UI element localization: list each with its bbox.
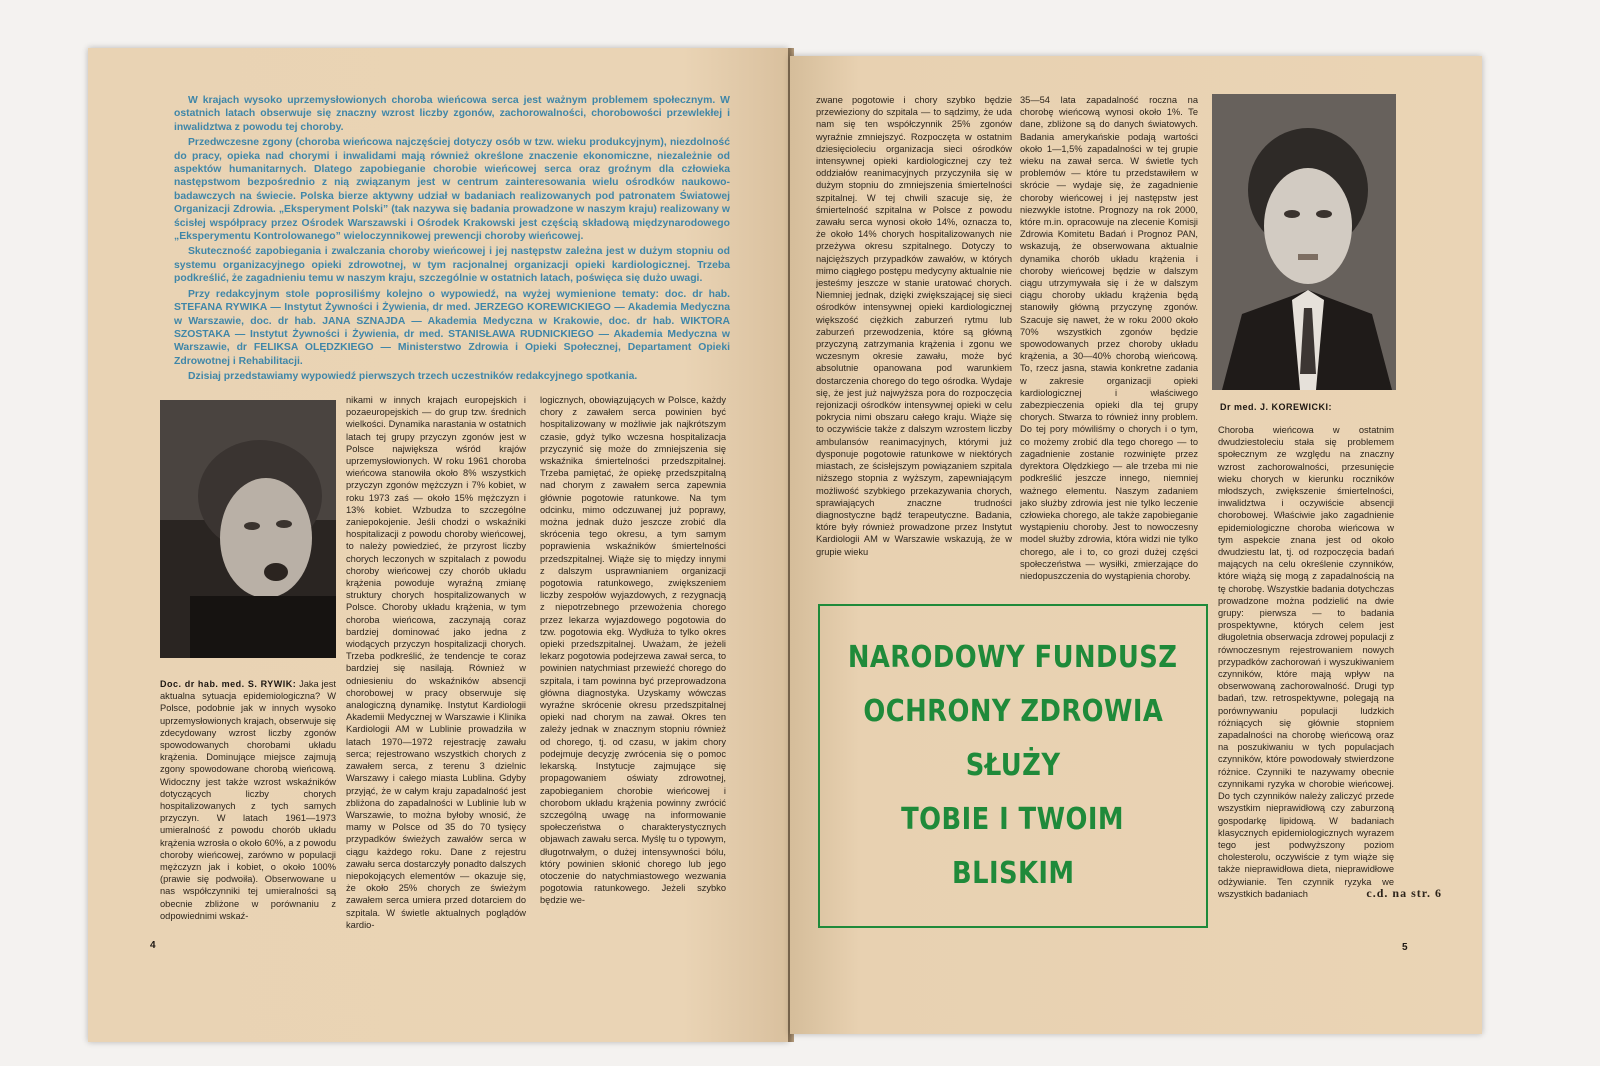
- column-body: Jaka jest aktualna sytuacja epidemiologiczna? W Polsce, podobnie jak w innych wysoko uprzemysłowionych krajach, obserwuje się zdecydowany wzrost liczby zgonów spowodowanych chorobami układu krążenia. Dominujące miejsce zajmują zgony spowodowane chorobą wieńcową. Widoczny jest także wzrost wskaźników dotyczących liczby chorych hospitalizowanych z tych samych przyczyn. W latach 1961—1973 umieralność z powodu chorób układu krążenia wzrosła o około 60%, a z powodu choroby wieńcowej, zarówno w populacji mężczyzn jak i kobiet, o około 100% (prawie się podwoiła). Obserwowane u nas współczynniki tej umieralności są obecnie zbliżone w porównaniu z odpowiednimi wskaź-: [160, 679, 336, 921]
- ad-line: TOBIE I TWOIM: [901, 802, 1125, 837]
- left-column-2: [346, 394, 526, 942]
- left-page: [88, 48, 788, 1042]
- portrait-photo-korewicki: [1212, 94, 1396, 390]
- intro-block: [174, 94, 730, 386]
- portrait-korewicki-image: [1212, 94, 1396, 390]
- ad-line: OCHRONY ZDROWIA: [863, 694, 1163, 729]
- photo-caption-rywik: Doc. dr hab. med. S. RYWIK:: [160, 679, 297, 689]
- right-column-2: [1020, 94, 1198, 590]
- right-column-3: [1218, 424, 1394, 900]
- intro-paragraph: Dzisiaj przedstawiamy wypowiedź pierwszych trzech uczestników redakcyjnego spotkania.: [188, 371, 638, 383]
- ad-line: SŁUŻY: [965, 748, 1061, 783]
- ad-line: BLISKIM: [951, 856, 1075, 891]
- page-number-right: 5: [1402, 942, 1408, 953]
- right-page: [790, 56, 1482, 1034]
- ad-box-nfoz: [818, 604, 1208, 928]
- column-text: Choroba wieńcowa w ostatnim dwudziestoleciu stała się problemem społecznym ze względu na znaczny wzrost zachorowalności, przesunięcie wieku chorych w kierunku roczników młodszych, zwiększenie śmiertelności, inwalidztwa i oczywiście absencji chorobowej. Właściwie jako zagadnienie epidemiologiczne choroba wieńcowa w tym aspekcie znana jest od około dwudziestu lat, tj. od rozpoczęcia badań mających na celu określenie czynników, które wiążą się mogą z zapadalnością na tę chorobę. Wszystkie badania dotychczas prowadzone można podzielić na dwie grupy: pierwsza — to badania prospektywne, których celem jest długoletnia obserwacja zdrowej populacji z równoczesnym rejestrowaniem nowych przypadków zachorowań i wyszukiwaniem czynników, które mają wpływ na obserwowaną zachorowalność. Drugi typ badań, tzw. retrospektywne, polegają na porównywaniu populacji ludzkich różniących się głównie stopniem zapadalności na chorobę wieńcową oraz na poszukiwaniu w tych populacjach czynników, które powodowały stwierdzone różnice. Czynniki te nazywamy obecnie czynnikami ryzyka w chorobie wieńcowej. Do tych czynników należy zaliczyć przede wszystkim nieprawidłową czy zaburzoną gospodarkę lipidową. W badaniach klasycznych epidemiologicznych wyrazem tego jest podwyższony poziom cholesterolu, oczywiście z tym wiąże się także nieprawidłowa dieta, nieprawidłowe odżywianie. Ten czynnik ryzyka we wszystkich badaniach: [1218, 425, 1394, 899]
- intro-paragraph: Skuteczność zapobiegania i zwalczania choroby wieńcowej i jej następstw zależna jest w dużym stopniu od systemu organizacyjnego opieki zdrowotnej, w tym racjonalnej organizacji opieki kardiologicznej. Trzeba podkreślić, że zagadnieniu temu w naszym kraju, szczególnie w ostatnich latach, poświęca się dużo uwagi.: [174, 246, 730, 285]
- continued-note: c.d. na str. 6: [1366, 886, 1442, 900]
- portrait-photo-rywik: [160, 400, 336, 658]
- column-text: 35—54 lata zapadalność roczna na chorobę wieńcową wynosi około 1%. Te dane, zbliżone są do danych światowych. Badania amerykańskie podają wartości około 1—1,5% zapadalności w tej grupie wieku na zawał serca. W świetle tych problemów — które tu przedstawiłem w skrócie — wydaje się, że zagadnienie choroby wieńcowej i jej następstw jest niezwykle istotne. Prognozy na rok 2000, które m.in. opracowuje na zlecenie Komisji Zdrowia Komitetu Badań i Prognoz PAN, wskazują, że obserwowana aktualnie dynamika chorób układu krążenia i choroby wieńcowej będzie w dalszym ciągu utrzymywała się i że w dalszym ciągu choroby układu krążenia będą stanowiły główną przyczynę zgonów. Szacuje się nawet, że w roku 2000 około 70% wszystkich zgonów będzie spowodowanych przez choroby układu krążenia, a 30—40% chorobą wieńcową. To, rzecz jasna, stawia konkretne zadania w zakresie organizacji opieki kardiologicznej i właściwego zabezpieczenia opieki dla tej grupy chorych. Stwarza to również inny problem. Do tej pory mówiliśmy o chorych i o tym, co możemy zrobić dla tego chorego — to zagadnienie zostanie rozwinięte przez dyrektora Olędzkiego — ale trzeba mi nie podkreślić jeszcze innego, niemniej ważnego elementu. Naszym zadaniem jako służby zdrowia jest nie tylko leczenie człowieka chorego, ale także zapobieganie wystąpieniu choroby. Jest to nowoczesny model służby zdrowia, która widzi nie tylko chorego, ale i to, co grozi dużej części społeczeństwa — wysiłki, zmierzające do niedopuszczenia do wystąpienia choroby.: [1020, 95, 1198, 581]
- column-text: nikami w innych krajach europejskich i pozaeuropejskich — do grup tzw. średnich wielkości. Dynamika narastania w ostatnich latach tej grupy przyczyn zgonów jest w Polsce największa wśród krajów uprzemysłowionych. W roku 1961 choroba wieńcowa stanowiła około 8% wszystkich przyczyn zgonów mężczyzn i 7% kobiet, w roku 1973 zaś — około 15% mężczyzn i 13% kobiet. Wzbudza to szczególne zaniepokojenie. Jeśli chodzi o wskaźniki hospitalizacji z powodu choroby wieńcowej, to należy powiedzieć, że przyrost liczby chorych leczonych w szpitalach z powodu choroby wieńcowej czy chorób układu krążenia powoduje wyraźną zmianę struktury chorych hospitalizowanych w Polsce. Choroby układu krążenia, w tym choroba wieńcowa, zaczynają coraz bardziej dominować jako jedna z wiodących przyczyn hospitalizacji chorych. Trzeba podkreślić, że tendencje te coraz bardziej się nasilają. Również w odniesieniu do wskaźników absencji chorobowej w pracy obserwuje się analogiczną dynamikę. Instytut Kardiologii Akademii Medycznej w Warszawie i Klinika Kardiologii AM w Lublinie prowadziła w latach 1970—1972 rejestrację zawału serca; rejestrowano wszystkich chorych z zawałem serca, z terenu 3 dzielnic Warszawy i całego miasta Lublina. Gdyby przyjąć, że w całym kraju zapadalność jest zbliżona do zapadalności w Lublinie lub w Warszawie, to można byłoby wnosić, że mamy w Polsce od 35 do 70 tysięcy przypadków świeżych zawałów serca w ciągu każdego roku. Dane z rejestru zawału serca dostarczyły ponadto dalszych niepokojących elementów — okazuje się, że około 25% chorych ze świeżym zawałem serca umiera przed dotarciem do szpitala. W świetle aktualnych poglądów kardio-: [346, 395, 526, 930]
- portrait-rywik-image: [160, 400, 336, 658]
- intro-paragraph: W krajach wysoko uprzemysłowionych choroba wieńcowa serca jest ważnym problemem społecznym. W ostatnich latach obserwuje się znaczny wzrost liczby zgonów, zachorowalności, chorobowości przewlekłej i inwalidztwa z powodu tej choroby.: [174, 95, 730, 133]
- column-text: zwane pogotowie i chory szybko będzie przewieziony do szpitala — to sądzimy, że uda nam się ten współczynnik 25% zgonów wyraźnie zmniejszyć. Rozpoczęta w ostatnim dziesięcioleciu organizacja sieci ośrodków intensywnej opieki kardiologicznej czy też oddziałów reanimacyjnych przyczyniła się w dużym stopniu do zmniejszenia śmiertelności szpitalnej. W tej chwili szacuje się, że śmiertelność szpitalna w Polsce z powodu zawału serca wynosi około 14%, oznacza to, że około 14% chorych hospitalizowanych nie przeżywa okresu szpitalnego. Dotyczy to najcięższych przypadków zawałów, w których mimo ciągłego postępu medycyny aktualnie nie jesteśmy jeszcze w stanie uratować chorych. Niemniej jednak, dzięki zwiększającej się sieci ośrodków intensywnej opieki kardiologicznej większość ciężkich zaburzeń rytmu lub zaburzeń przewodzenia, które są główną przyczyną zatrzymania krążenia i zgonu we wczesnym okresie zawału, może być absolutnie opanowana pod warunkiem dostarczenia chorego do tego ośrodka. Wydaje się, że jest już najwyższa pora do rozpoczęcia rejonizacji ośrodków intensywnej opieki w celu pokrycia nimi obszaru całego kraju. Wiąże się to oczywiście także z dalszym wzrostem liczby ambulansów reanimacyjnych, którymi już dysponuje pogotowie ratunkowe w niektórych miastach, ze ścisłejszym powiązaniem szpitala niższego stopnia z wyższym, zapewniającym możliwość szybkiego przekazywania chorych, sprawiających znaczne trudności diagnostyczne bądź terapeutyczne. Badania, które były również prowadzone przez Instytut Kardiologii AM w Warszawie wskazują, że w grupie wieku: [816, 95, 1012, 557]
- intro-paragraph: Przedwczesne zgony (choroba wieńcowa najczęściej dotyczy osób w tzw. wieku produkcyjnym), niezdolność do pracy, opieka nad chorymi i inwalidami mają również określone znaczenie ekonomiczne, niezależnie od aspektów humanitarnych. Dlatego zapobieganie chorobie wieńcowej serca oraz groźnym dla człowieka następstwom bezpośrednio z nią związanym jest w centrum zainteresowania wielu ośrodków naukowo-badawczych na świecie. Polska bierze aktywny udział w badaniach realizowanych pod patronatem Światowej Organizacji Zdrowia. „Eksperyment Polski” (tak nazywa się badania prowadzone w naszym kraju) realizowany w ścisłej współpracy przez Ośrodek Warszawski i Ośrodek Krakowski jest częścią składową międzynarodowego „Eksperymentu Kontrolowanego” wieloczynnikowej prewencji choroby wieńcowej.: [174, 137, 730, 243]
- column-text: logicznych, obowiązujących w Polsce, każdy chory z zawałem serca powinien być hospitalizowany w możliwie jak najkrótszym czasie, gdyż tylko wczesna hospitalizacja przyczynić się może do zmniejszenia się wskaźnika śmiertelności przedszpitalnej. Trzeba pamiętać, że opiekę przedszpitalną nad chorym z zawałem serca zapewnia głównie pogotowie ratunkowe. Na tym odcinku, mimo odczuwanej już poprawy, można jednak dużo jeszcze zrobić dla skrócenia tego okresu, a tym samym poprawienia wskaźników śmiertelności przedszpitalnej. Wiąże się to między innymi z dalszym usprawnianiem organizacji pogotowia ratunkowego, zwiększeniem liczby zespołów wyjazdowych, z rezygnacją z niepotrzebnego przewożenia chorego przez lekarza wyjazdowego pogotowia do tzw. pogotowia ekg. Wydłuża to tylko okres opieki przedszpitalnej. Uważam, że jeżeli lekarz pogotowia podejrzewa zawał serca, to powinien natychmiast przewieźć chorego do szpitala, i tam powinna być przeprowadzona główna diagnostyka. Uzyskamy wówczas wyraźne skrócenie okresu przedszpitalnej opieki nad chorym na zawał. Okres ten zależy jednak w znacznym stopniu również od chorego, tj. od czasu, w jakim chory podejmuje decyzję zwrócenia się o pomoc lekarską. Instytucje zajmujące się propagowaniem oświaty zdrowotnej, zapobieganiem chorobie wieńcowej i chorobom układu krążenia powinny zwrócić szczególną uwagę na informowanie społeczeństwa o charakterystycznych objawach zawału serca. Myślę tu o typowym, długotrwałym, o dużej intensywności bólu, który powinien skłonić chorego lub jego otoczenie do natychmiastowego wezwania pogotowia ratunkowego. Jeżeli szybko będzie we-: [540, 395, 726, 906]
- column-text: [160, 678, 336, 922]
- left-column-1: [160, 678, 336, 950]
- right-column-1: [816, 94, 1012, 590]
- ad-line: NARODOWY FUNDUSZ: [848, 640, 1178, 675]
- left-column-3: [540, 394, 726, 942]
- intro-paragraph: Przy redakcyjnym stole poprosiliśmy kolejno o wypowiedź, na wyżej wymienione tematy: doc. dr hab. STEFANA RYWIKA — Instytut Żywności i Żywienia, dr med. JERZEGO KOREWICKIEGO — Akademia Medyczna w Warszawie, doc. dr hab. JANA SZNAJDA — Akademia Medyczna w Krakowie, doc. dr hab. WIKTORA SZOSTAKA — Instytut Żywności i Żywienia, dr med. STANISŁAWA RUDNICKIEGO — Akademia Medyczna w Warszawie, dr FELIKSA OLĘDZKIEGO — Ministerstwo Zdrowia i Opieki Społecznej, Departament Opieki Zdrowotnej i Rehabilitacji.: [174, 288, 730, 367]
- photo-caption-korewicki: Dr med. J. KOREWICKI:: [1220, 402, 1333, 412]
- page-number-left: 4: [150, 940, 156, 951]
